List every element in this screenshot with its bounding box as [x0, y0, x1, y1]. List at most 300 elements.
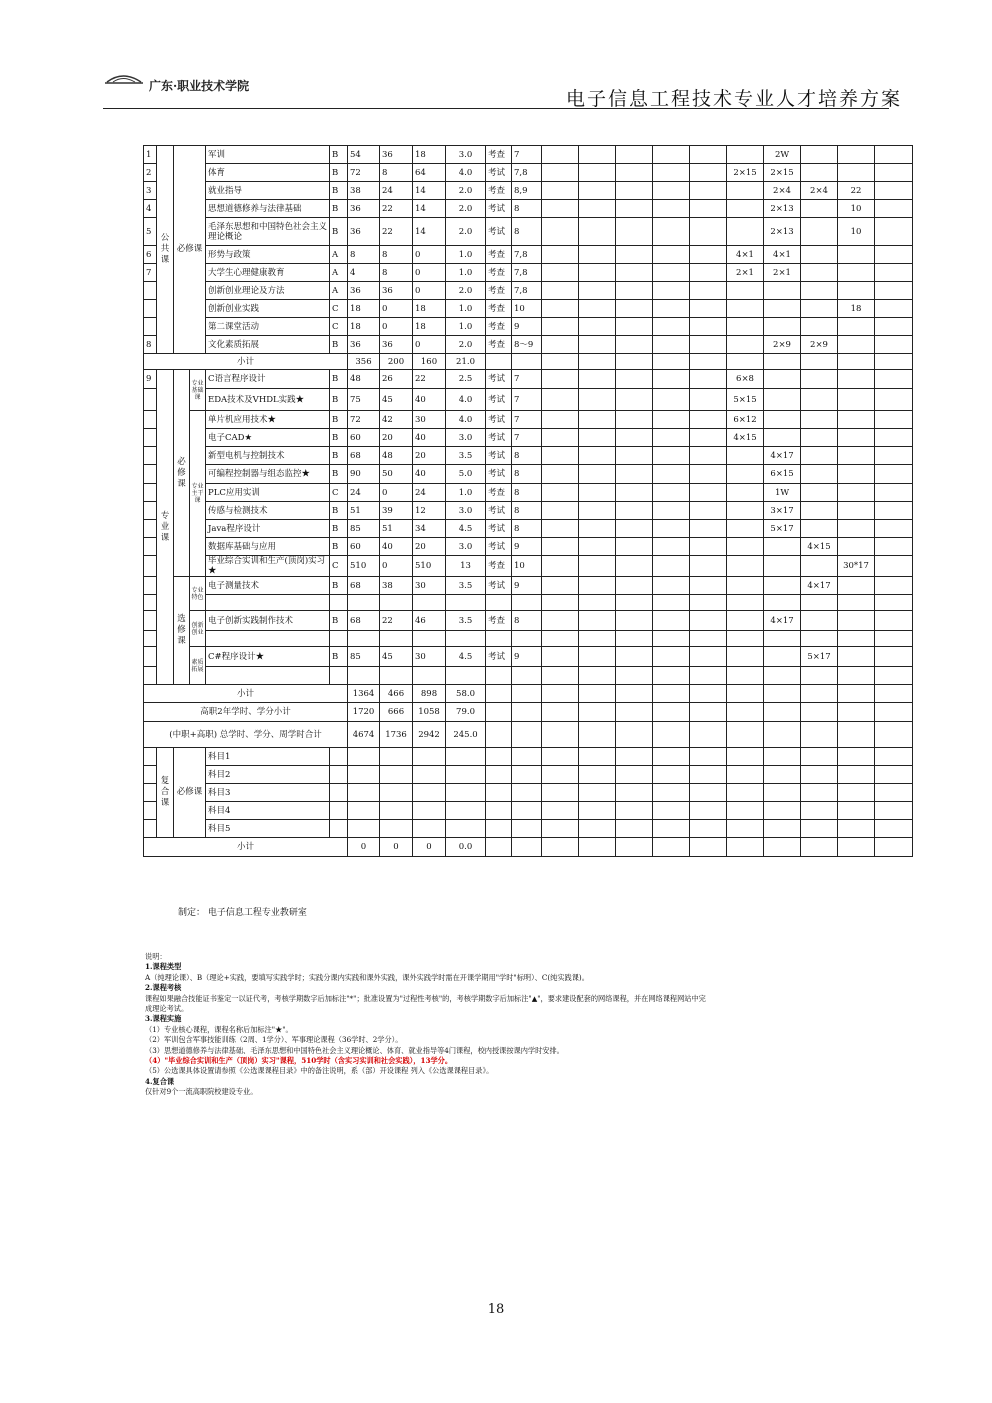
- weekly-hours: [542, 611, 579, 631]
- note-assessment-1: 课程如果融合技能证书鉴定一以证代考，考核学期数字后加标注"*"；批准设置为"过程性考核"的，考核学期数字后加标注"▲"，要求建设配套的网络课程，并在网络课程网站中完: [145, 993, 706, 1003]
- table-cell: [653, 748, 690, 766]
- table-cell: [690, 354, 727, 370]
- school-logo: [103, 68, 323, 96]
- theory-hours: [380, 667, 413, 685]
- weekly-hours: 30*17: [838, 556, 875, 577]
- weekly-hours: [764, 300, 801, 318]
- weekly-hours: [579, 611, 616, 631]
- table-cell: [727, 838, 764, 857]
- row-number: [144, 447, 157, 465]
- table-cell: [486, 354, 512, 370]
- subtotal-theory: 1736: [380, 722, 413, 748]
- weekly-hours: [579, 300, 616, 318]
- practice-hours: 20: [413, 538, 446, 556]
- credits: 3.0: [446, 538, 486, 556]
- course-type: [330, 667, 348, 685]
- course-type: A: [330, 246, 348, 264]
- weekly-hours: [875, 667, 913, 685]
- course-type: B: [330, 411, 348, 429]
- weekly-hours: [838, 484, 875, 502]
- table-row: [144, 722, 913, 748]
- weekly-hours: [579, 370, 616, 389]
- table-row: [144, 611, 913, 631]
- table-row: [144, 264, 913, 282]
- credits: [446, 667, 486, 685]
- total-hours: 48: [348, 370, 380, 389]
- weekly-hours: [764, 667, 801, 685]
- total-hours: 36: [348, 200, 380, 218]
- weekly-hours: [616, 164, 653, 182]
- weekly-hours: [838, 429, 875, 447]
- credits: 1.0: [446, 300, 486, 318]
- weekly-hours: [690, 667, 727, 685]
- weekly-hours: [727, 631, 764, 647]
- practice-hours: [413, 595, 446, 611]
- credits: [446, 595, 486, 611]
- table-row: [144, 520, 913, 538]
- weekly-hours: [690, 389, 727, 411]
- course-type: B: [330, 389, 348, 411]
- weekly-hours: [727, 318, 764, 336]
- weekly-hours: [801, 484, 838, 502]
- weekly-hours: [653, 429, 690, 447]
- weekly-hours: [727, 182, 764, 200]
- assessment-semester: 8: [512, 520, 542, 538]
- table-cell: [413, 784, 446, 802]
- theory-hours: 0: [380, 556, 413, 577]
- table-row: [144, 164, 913, 182]
- assessment-type: 考查: [486, 300, 512, 318]
- credits: 4.5: [446, 520, 486, 538]
- weekly-hours: [653, 484, 690, 502]
- practice-hours: 18: [413, 300, 446, 318]
- weekly-hours: [616, 370, 653, 389]
- row-number: [144, 520, 157, 538]
- row-number: [144, 647, 157, 667]
- table-cell: [579, 354, 616, 370]
- weekly-hours: 6×8: [727, 370, 764, 389]
- table-cell: [690, 820, 727, 838]
- table-cell: [801, 820, 838, 838]
- theory-hours: [380, 631, 413, 647]
- weekly-hours: [801, 146, 838, 164]
- weekly-hours: [875, 200, 913, 218]
- course-type: B: [330, 538, 348, 556]
- weekly-hours: [875, 318, 913, 336]
- table-row: [144, 411, 913, 429]
- table-cell: [616, 766, 653, 784]
- table-cell: [801, 784, 838, 802]
- weekly-hours: [801, 611, 838, 631]
- subtotal-theory: 0: [380, 838, 413, 857]
- table-row: [144, 502, 913, 520]
- subtotal-practice: 0: [413, 838, 446, 857]
- table-row: [144, 447, 913, 465]
- weekly-hours: [542, 556, 579, 577]
- weekly-hours: [653, 647, 690, 667]
- theory-hours: 51: [380, 520, 413, 538]
- assessment-type: 考试: [486, 538, 512, 556]
- weekly-hours: [653, 667, 690, 685]
- weekly-hours: [653, 631, 690, 647]
- table-row: [144, 282, 913, 300]
- subtotal-theory: 200: [380, 354, 413, 370]
- row-number: [144, 577, 157, 595]
- category-feature: 专业特色: [190, 577, 206, 611]
- total-hours: 4: [348, 264, 380, 282]
- table-cell: [348, 766, 380, 784]
- category-professional-base: 专业基础课: [190, 370, 206, 411]
- weekly-hours: 18: [838, 300, 875, 318]
- subtotal-label: 小计: [144, 685, 348, 703]
- course-type: B: [330, 146, 348, 164]
- weekly-hours: [764, 429, 801, 447]
- table-cell: [764, 722, 801, 748]
- total-hours: 68: [348, 447, 380, 465]
- note-implementation-2: （2）军训包含军事技能训练（2周、1学分）、军事理论课程（36学时、2学分）。: [145, 1035, 403, 1045]
- weekly-hours: [579, 538, 616, 556]
- group-label-public: 公共课: [157, 146, 174, 354]
- assessment-semester: 8,9: [512, 182, 542, 200]
- weekly-hours: [801, 411, 838, 429]
- assessment-type: 考试: [486, 465, 512, 484]
- credits: 3.5: [446, 611, 486, 631]
- row-number: 9: [144, 370, 157, 389]
- practice-hours: 18: [413, 146, 446, 164]
- total-hours: 72: [348, 164, 380, 182]
- weekly-hours: 4×17: [764, 611, 801, 631]
- weekly-hours: [653, 336, 690, 354]
- theory-hours: 36: [380, 282, 413, 300]
- subtotal-credits: 79.0: [446, 703, 486, 722]
- table-cell: [653, 820, 690, 838]
- weekly-hours: [616, 389, 653, 411]
- weekly-hours: 4×15: [801, 538, 838, 556]
- weekly-hours: [801, 502, 838, 520]
- table-cell: [690, 722, 727, 748]
- weekly-hours: 2×9: [801, 336, 838, 354]
- weekly-hours: [801, 164, 838, 182]
- weekly-hours: [838, 465, 875, 484]
- course-type: A: [330, 282, 348, 300]
- weekly-hours: [542, 370, 579, 389]
- weekly-hours: [579, 429, 616, 447]
- table-cell: [764, 748, 801, 766]
- course-name: [206, 631, 330, 647]
- assessment-type: [486, 595, 512, 611]
- table-row: [144, 538, 913, 556]
- theory-hours: 8: [380, 264, 413, 282]
- assessment-type: 考试: [486, 447, 512, 465]
- weekly-hours: 2×13: [764, 218, 801, 246]
- assessment-semester: 8: [512, 465, 542, 484]
- course-type: B: [330, 465, 348, 484]
- weekly-hours: [616, 146, 653, 164]
- course-type: B: [330, 647, 348, 667]
- weekly-hours: [542, 465, 579, 484]
- assessment-semester: 7,8: [512, 282, 542, 300]
- course-name: 科目1: [206, 748, 330, 766]
- table-cell: [764, 784, 801, 802]
- table-cell: [542, 784, 579, 802]
- weekly-hours: [690, 182, 727, 200]
- weekly-hours: [727, 647, 764, 667]
- note-implementation-1: （1）专业核心课程，课程名称后加标注"★"。: [145, 1024, 293, 1034]
- table-cell: [486, 784, 512, 802]
- weekly-hours: [764, 318, 801, 336]
- weekly-hours: [727, 611, 764, 631]
- table-cell: [875, 748, 913, 766]
- weekly-hours: [542, 146, 579, 164]
- weekly-hours: [764, 556, 801, 577]
- table-row: [144, 429, 913, 447]
- weekly-hours: [690, 200, 727, 218]
- table-cell: [486, 722, 512, 748]
- table-cell: [542, 748, 579, 766]
- table-cell: [348, 748, 380, 766]
- weekly-hours: [838, 336, 875, 354]
- course-name: 科目5: [206, 820, 330, 838]
- weekly-hours: [727, 146, 764, 164]
- weekly-hours: 2×4: [801, 182, 838, 200]
- weekly-hours: [542, 318, 579, 336]
- course-type: C: [330, 318, 348, 336]
- table-cell: [690, 784, 727, 802]
- weekly-hours: [690, 465, 727, 484]
- weekly-hours: [838, 538, 875, 556]
- theory-hours: 22: [380, 218, 413, 246]
- weekly-hours: [690, 370, 727, 389]
- credits: 3.0: [446, 146, 486, 164]
- maker-line: 制定： 电子信息工程专业教研室: [178, 908, 307, 918]
- course-name: 毛泽东思想和中国特色社会主义理论概论: [206, 218, 330, 246]
- table-row: [144, 389, 913, 411]
- table-cell: [446, 820, 486, 838]
- weekly-hours: 5×17: [764, 520, 801, 538]
- course-name: 就业指导: [206, 182, 330, 200]
- weekly-hours: [579, 164, 616, 182]
- weekly-hours: [616, 429, 653, 447]
- weekly-hours: [727, 218, 764, 246]
- note-assessment-2: 成理论考试。: [145, 1004, 189, 1014]
- assessment-type: 考试: [486, 200, 512, 218]
- practice-hours: 34: [413, 520, 446, 538]
- weekly-hours: [875, 336, 913, 354]
- weekly-hours: 5×15: [727, 389, 764, 411]
- weekly-hours: [579, 246, 616, 264]
- practice-hours: 0: [413, 282, 446, 300]
- course-type: B: [330, 611, 348, 631]
- table-cell: [764, 685, 801, 703]
- practice-hours: 64: [413, 164, 446, 182]
- table-cell: [801, 802, 838, 820]
- weekly-hours: [690, 595, 727, 611]
- weekly-hours: [653, 164, 690, 182]
- weekly-hours: [727, 300, 764, 318]
- row-number: [144, 595, 157, 611]
- table-row: [144, 647, 913, 667]
- weekly-hours: [727, 282, 764, 300]
- weekly-hours: [727, 336, 764, 354]
- weekly-hours: [542, 411, 579, 429]
- category-innovation: 创新创业: [190, 611, 206, 647]
- page-number: 18: [487, 1302, 505, 1317]
- assessment-semester: [512, 667, 542, 685]
- weekly-hours: [690, 520, 727, 538]
- table-cell: [616, 748, 653, 766]
- table-cell: [690, 685, 727, 703]
- weekly-hours: [727, 520, 764, 538]
- table-row: [144, 370, 913, 389]
- course-type: C: [330, 556, 348, 577]
- course-name: 毕业综合实训和生产(顶岗)实习★: [206, 556, 330, 577]
- table-cell: [512, 722, 542, 748]
- table-cell: [380, 802, 413, 820]
- weekly-hours: [801, 370, 838, 389]
- table-cell: [380, 766, 413, 784]
- weekly-hours: [579, 465, 616, 484]
- weekly-hours: [542, 164, 579, 182]
- weekly-hours: [616, 246, 653, 264]
- weekly-hours: [579, 389, 616, 411]
- assessment-type: 考试: [486, 389, 512, 411]
- table-cell: [801, 722, 838, 748]
- theory-hours: 45: [380, 389, 413, 411]
- weekly-hours: [875, 595, 913, 611]
- weekly-hours: [616, 200, 653, 218]
- weekly-hours: [542, 577, 579, 595]
- theory-hours: 38: [380, 577, 413, 595]
- table-cell: [542, 703, 579, 722]
- table-cell: [380, 784, 413, 802]
- subtotal-credits: 58.0: [446, 685, 486, 703]
- table-cell: [616, 802, 653, 820]
- subtotal-label: 高职2年学时、学分小计: [144, 703, 348, 722]
- weekly-hours: [579, 218, 616, 246]
- table-cell: [875, 784, 913, 802]
- weekly-hours: 22: [838, 182, 875, 200]
- row-number: [144, 556, 157, 577]
- table-cell: [579, 820, 616, 838]
- table-cell: [690, 766, 727, 784]
- weekly-hours: [690, 218, 727, 246]
- table-cell: [542, 766, 579, 784]
- weekly-hours: [616, 631, 653, 647]
- weekly-hours: [801, 389, 838, 411]
- weekly-hours: 2×9: [764, 336, 801, 354]
- table-cell: [330, 748, 348, 766]
- table-cell: [875, 820, 913, 838]
- table-cell: [801, 703, 838, 722]
- weekly-hours: [875, 370, 913, 389]
- weekly-hours: [764, 411, 801, 429]
- weekly-hours: [690, 282, 727, 300]
- weekly-hours: [838, 611, 875, 631]
- weekly-hours: [727, 556, 764, 577]
- theory-hours: 36: [380, 146, 413, 164]
- assessment-semester: 8: [512, 200, 542, 218]
- weekly-hours: [616, 595, 653, 611]
- theory-hours: 22: [380, 200, 413, 218]
- practice-hours: 20: [413, 447, 446, 465]
- course-name: 数据库基础与应用: [206, 538, 330, 556]
- weekly-hours: [838, 667, 875, 685]
- course-name: 科目2: [206, 766, 330, 784]
- total-hours: 85: [348, 520, 380, 538]
- weekly-hours: 2×4: [764, 182, 801, 200]
- total-hours: 60: [348, 429, 380, 447]
- table-cell: [727, 820, 764, 838]
- course-name: C#程序设计★: [206, 647, 330, 667]
- weekly-hours: [579, 411, 616, 429]
- course-type: B: [330, 370, 348, 389]
- table-cell: [512, 802, 542, 820]
- table-cell: [838, 354, 875, 370]
- weekly-hours: 3×17: [764, 502, 801, 520]
- weekly-hours: [653, 556, 690, 577]
- weekly-hours: [764, 282, 801, 300]
- note-course-type: A（纯理论课）、B（理论+实践，要填写实践学时；实践分课内实践和课外实践，课外实践学时需在开课学期用"学时"标明）、C(纯实践课)。: [145, 972, 589, 982]
- weekly-hours: 2W: [764, 146, 801, 164]
- weekly-hours: [616, 282, 653, 300]
- weekly-hours: [801, 556, 838, 577]
- row-number: [144, 766, 157, 784]
- weekly-hours: [542, 502, 579, 520]
- credits: 1.0: [446, 264, 486, 282]
- assessment-type: 考试: [486, 577, 512, 595]
- table-cell: [801, 838, 838, 857]
- credits: 4.0: [446, 164, 486, 182]
- table-cell: [330, 802, 348, 820]
- row-number: [144, 411, 157, 429]
- table-cell: [690, 703, 727, 722]
- credits: 3.5: [446, 577, 486, 595]
- course-name: 创新创业理论及方法: [206, 282, 330, 300]
- practice-hours: 30: [413, 577, 446, 595]
- table-row: [144, 667, 913, 685]
- course-name: 科目4: [206, 802, 330, 820]
- table-cell: [486, 820, 512, 838]
- credits: 1.0: [446, 318, 486, 336]
- weekly-hours: [875, 282, 913, 300]
- assessment-semester: 8: [512, 502, 542, 520]
- weekly-hours: [875, 577, 913, 595]
- assessment-semester: 7,8: [512, 164, 542, 182]
- table-cell: [542, 354, 579, 370]
- subtotal-credits: 21.0: [446, 354, 486, 370]
- table-cell: [838, 703, 875, 722]
- weekly-hours: [875, 218, 913, 246]
- table-cell: [727, 766, 764, 784]
- weekly-hours: [838, 520, 875, 538]
- row-number: [144, 820, 157, 838]
- weekly-hours: [838, 447, 875, 465]
- subtotal-practice: 2942: [413, 722, 446, 748]
- table-row: [144, 336, 913, 354]
- total-hours: 72: [348, 411, 380, 429]
- table-row: [144, 703, 913, 722]
- theory-hours: 26: [380, 370, 413, 389]
- weekly-hours: [875, 631, 913, 647]
- credits: 4.0: [446, 411, 486, 429]
- weekly-hours: [653, 370, 690, 389]
- weekly-hours: [690, 647, 727, 667]
- course-type: B: [330, 336, 348, 354]
- total-hours: 36: [348, 336, 380, 354]
- table-cell: [690, 838, 727, 857]
- total-hours: [348, 667, 380, 685]
- subtotal-total: 356: [348, 354, 380, 370]
